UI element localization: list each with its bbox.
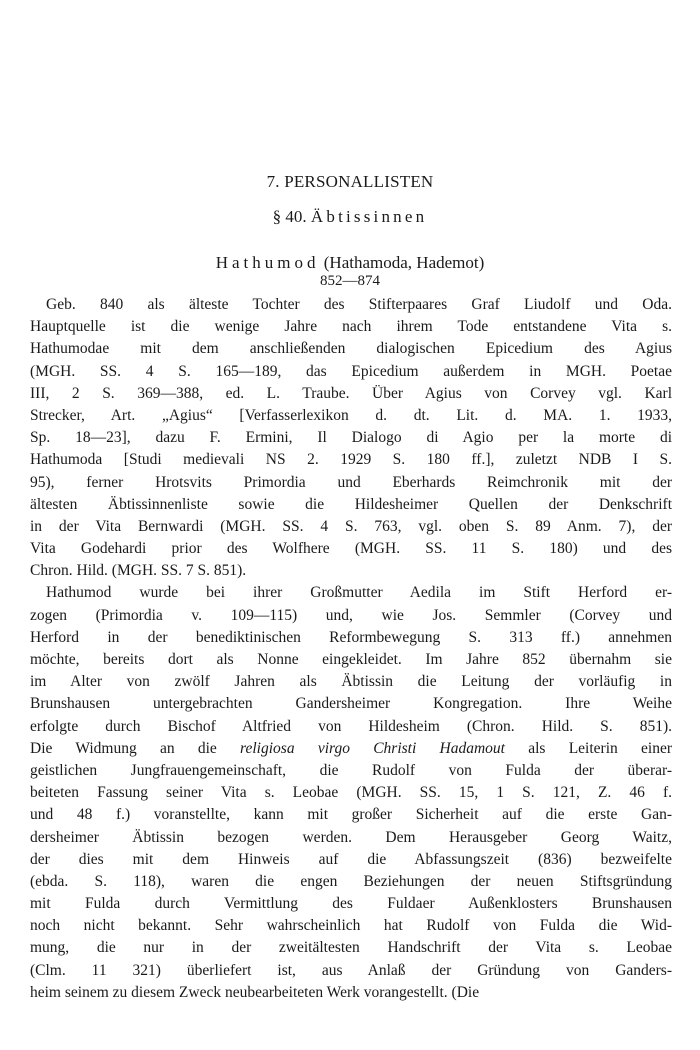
text-line: der dies mit dem Hinweis auf die Abfassungszeit (836) bezweifelte: [30, 850, 672, 868]
text-line: Sp. 18—23], dazu F. Ermini, Il Dialogo di Agio per la morte di: [30, 429, 672, 447]
text-line: erfolgte durch Bischof Altfried von Hildesheim (Chron. Hild. S. 851).: [30, 717, 672, 735]
tenure-years: 852—874: [320, 273, 380, 289]
text-line: Hathumoda [Studi medievali NS 2. 1929 S. 180 ff.], zuletzt NDB I S.: [30, 451, 672, 469]
text-line: (Clm. 11 321) überliefert ist, aus Anlaß der Gründung von Ganders-: [30, 961, 672, 979]
body-text: [30, 294, 672, 1004]
text-line: Hathumod wurde bei ihrer Großmutter Aedila im Stift Herford er-: [46, 584, 672, 602]
text-line: Brunshausen untergebrachten Gandersheimer Kongregation. Ihre Weihe: [30, 695, 672, 713]
text-line: noch nicht bekannt. Sehr wahrscheinlich hat Rudolf von Fulda die Wid-: [30, 917, 672, 935]
person-name: Hathumod: [215, 253, 320, 272]
text-line: möchte, bereits dort als Nonne eingekleidet. Im Jahre 852 übernahm sie: [30, 651, 672, 668]
text-line: Strecker, Art. „Agius“ [Verfasserlexikon d. dt. Lit. d. MA. 1. 1933,: [30, 406, 672, 424]
text-line: Herford in der benediktinischen Reformbewegung S. 313 ff.) annehmen: [30, 628, 672, 646]
text-line: im Alter von zwölf Jahren als Äbtissin die Leitung der vorläufig in: [30, 673, 672, 691]
text-line: (ebda. S. 118), waren die engen Beziehungen der neuen Stiftsgründung: [30, 872, 672, 890]
person-heading: [0, 253, 700, 273]
text-line: (MGH. SS. 4 S. 165—189, das Epicedium außerdem in MGH. Poetae: [30, 362, 672, 380]
text-line: III, 2 S. 369—388, ed. L. Traube. Über Agius von Corvey vgl. Karl: [30, 384, 672, 402]
text-line: Hauptquelle ist die wenige Jahre nach ihrem Tode entstandene Vita s.: [30, 318, 672, 336]
text-line: mung, die nur in der zweitältesten Handschrift der Vita s. Leobae: [30, 939, 672, 957]
text-line: mit Fulda durch Vermittlung des Fuldaer Außenklosters Brunshausen: [30, 895, 672, 913]
text-line: heim seinem zu diesem Zweck neubearbeiteten Werk vorangestellt. (Die: [30, 983, 480, 1001]
text-line: geistlichen Jungfrauengemeinschaft, die Rudolf von Fulda der überar-: [30, 761, 672, 779]
italic-quote: religiosa virgo Christi Hadamout: [240, 739, 505, 757]
text-line: in der Vita Bernwardi (MGH. SS. 4 S. 763, vgl. oben S. 89 Anm. 7), der: [30, 517, 672, 535]
section-title: Äbtissinnen: [310, 207, 428, 226]
person-alias: (Hathamoda, Hademot): [323, 253, 485, 272]
text-line: [30, 738, 672, 760]
text-line: 95), ferner Hrotsvits Primordia und Eberhards Reimchronik mit der: [30, 473, 672, 491]
text-line: beiteten Fassung seiner Vita s. Leobae (MGH. SS. 15, 1 S. 121, Z. 46 f.: [30, 784, 672, 802]
chapter-heading: 7. PERSONALLISTEN: [266, 172, 434, 191]
section-heading: [0, 207, 700, 227]
text-line: Vita Godehardi prior des Wolfhere (MGH. SS. 11 S. 180) und des: [30, 540, 672, 558]
text-line: ältesten Äbtissinnenliste sowie die Hildesheimer Quellen der Denkschrift: [30, 495, 672, 513]
text-segment: als Leiterin einer: [504, 739, 672, 757]
text-line: und 48 f.) voranstellte, kann mit großer Sicherheit auf die erste Gan-: [30, 806, 672, 824]
text-line: zogen (Primordia v. 109—115) und, wie Jos. Semmler (Corvey und: [30, 606, 672, 624]
text-line: dersheimer Äbtissin bezogen werden. Dem Herausgeber Georg Waitz,: [30, 828, 672, 846]
text-line: Chron. Hild. (MGH. SS. 7 S. 851).: [30, 562, 247, 580]
section-number: § 40.: [272, 207, 307, 226]
text-line: Hathumodae mit dem anschließenden dialogischen Epicedium des Agius: [30, 340, 672, 358]
text-line: Geb. 840 als älteste Tochter des Stifterpaares Graf Liudolf und Oda.: [46, 296, 672, 313]
text-segment: Die Widmung an die: [30, 739, 241, 757]
